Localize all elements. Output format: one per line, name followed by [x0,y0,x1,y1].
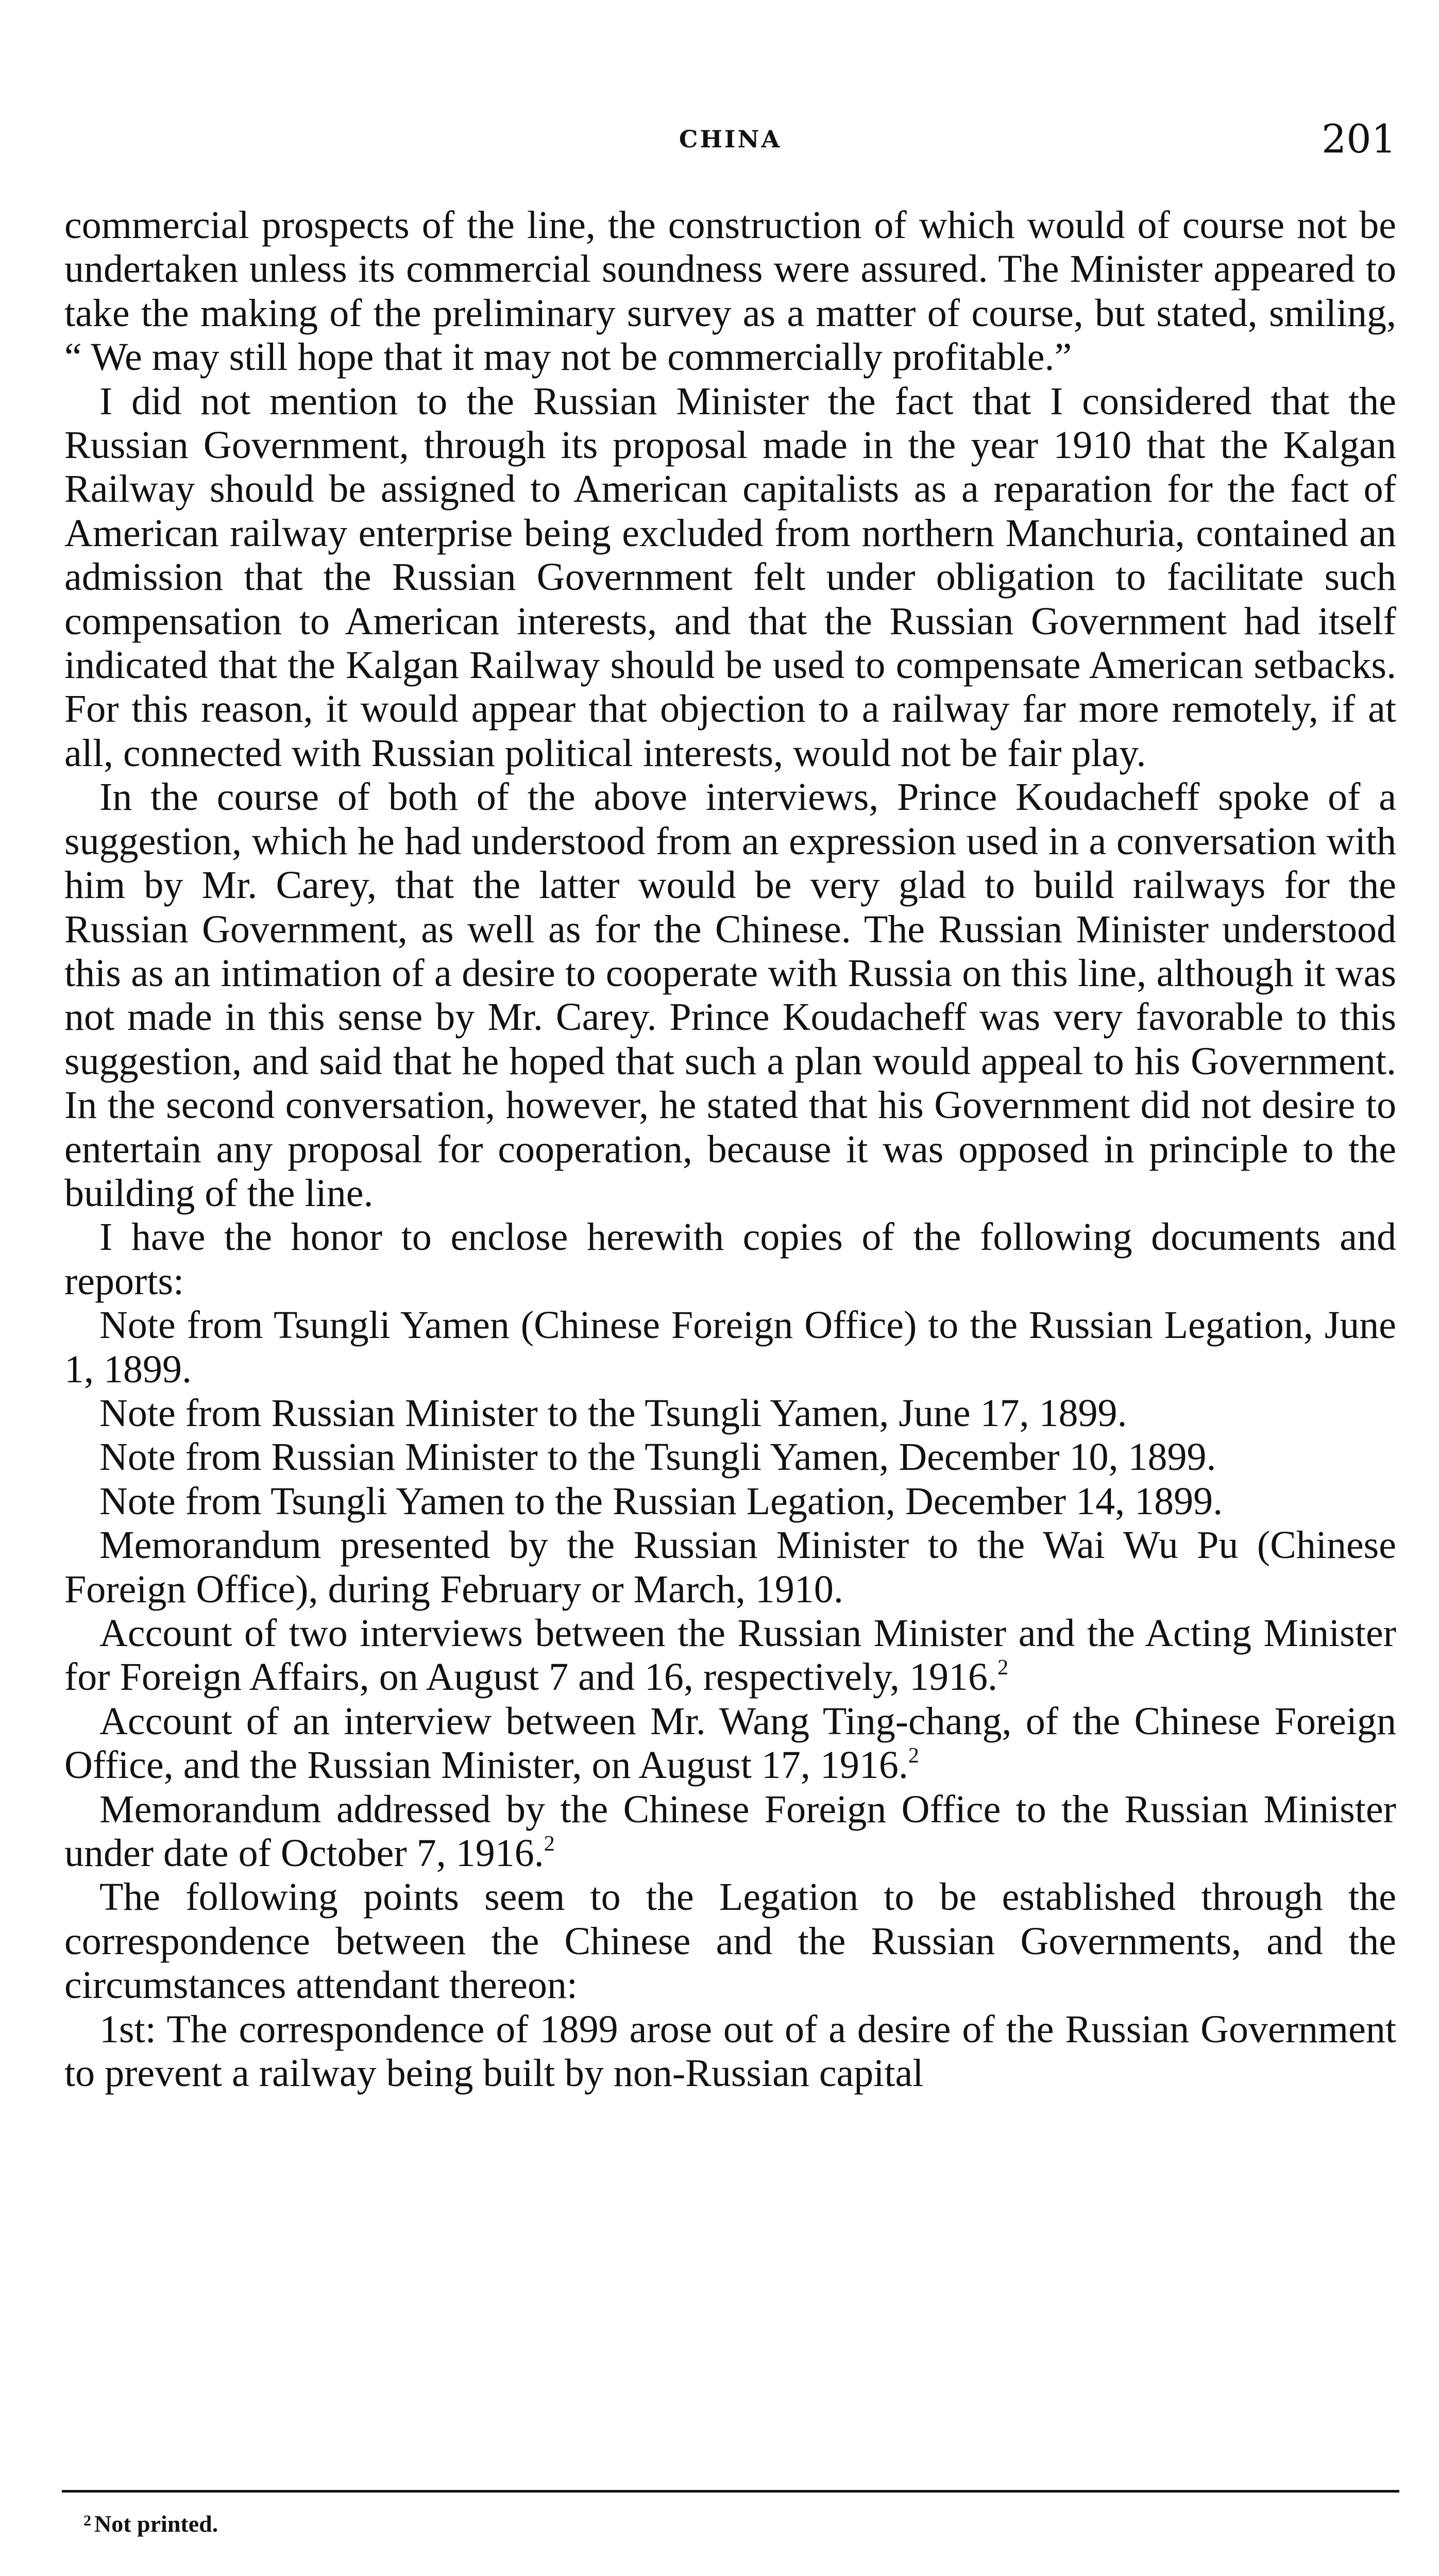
body-text [64,204,1396,2095]
footnote-reference: 2 [997,1656,1009,1680]
enclosure-item [64,1480,1396,1523]
enclosure-text: Memorandum presented by the Russian Minister to the Wai Wu Pu (Chinese Foreign Office), during February or March, 1910. [64,1523,1396,1611]
enclosure-text: Note from Tsungli Yamen to the Russian Legation, December 14, 1899. [99,1479,1223,1523]
footnote-marker: 2 [83,2512,91,2529]
footnote-reference: 2 [544,1832,555,1856]
footnote [83,2510,218,2537]
paragraph-continued: commercial prospects of the line, the construction of which would of course not be undertaken unless its commercial soundness were assured. The Minister appeared to take the making of the preliminary survey as a matter of course, but stated, smiling, “ We may still hope that it may not be commercially profitable.” [64,204,1396,379]
enclosure-text: Account of an interview between Mr. Wang Ting-chang, of the Chinese Foreign Office, and the Russian Minister, on August 17, 1916. [64,1699,1396,1787]
enclosure-item [64,1612,1396,1700]
enclosure-item [64,1435,1396,1479]
enclosure-text: Note from Tsungli Yamen (Chinese Foreign Office) to the Russian Legation, June 1, 1899. [64,1303,1396,1391]
paragraph: The following points seem to the Legation to be established through the correspondence between the Chinese and the Russian Governments, and the circumstances attendant thereon: [64,1875,1396,2007]
paragraph-enclosure-intro: I have the honor to enclose herewith copies of the following documents and reports: [64,1215,1396,1303]
enclosure-text: Note from Russian Minister to the Tsungli Yamen, December 10, 1899. [99,1435,1216,1479]
running-header [64,116,1396,162]
enclosure-item [64,1788,1396,1876]
page-number: 201 [1321,116,1396,162]
footnote-text: Not printed. [94,2511,218,2537]
footnote-divider [62,2490,1399,2493]
running-title: CHINA [679,125,782,153]
footnote-reference: 2 [908,1744,919,1768]
enclosure-text: Memorandum addressed by the Chinese Foreign Office to the Russian Minister under date of October 7, 1916. [64,1787,1396,1875]
paragraph: 1st: The correspondence of 1899 arose out of a desire of the Russian Government to prevent a railway being built by non-Russian capital [64,2007,1396,2095]
enclosure-text: Note from Russian Minister to the Tsungli Yamen, June 17, 1899. [99,1391,1127,1435]
enclosure-item [64,1303,1396,1392]
paragraph: I did not mention to the Russian Minister the fact that I considered that the Russian Government, through its proposal made in the year 1910 that the Kalgan Railway should be assigned to American capitalists as a reparation for the fact of American railway enterprise being excluded from northern Manchuria, contained an admission that the Russian Government felt under obligation to facilitate such compensation to American interests, and that the Russian Government had itself indicated that the Kalgan Railway should be used to compensate American setbacks. For this reason, it would appear that objection to a railway far more remotely, if at all, connected with Russian political interests, would not be fair play. [64,379,1396,775]
enclosure-item [64,1700,1396,1788]
paragraph: In the course of both of the above interviews, Prince Koudacheff spoke of a suggestion, which he had understood from an expression used in a conversation with him by Mr. Carey, that the latter would be very glad to build railways for the Russian Government, as well as for the Chinese. The Russian Minister understood this as an intimation of a desire to cooperate with Russia on this line, although it was not made in this sense by Mr. Carey. Prince Koudacheff was very favorable to this suggestion, and said that he hoped that such a plan would appeal to his Government. In the second conversation, however, he stated that his Government did not desire to entertain any proposal for cooperation, because it was opposed in principle to the building of the line. [64,775,1396,1215]
enclosure-item [64,1392,1396,1435]
enclosure-item [64,1523,1396,1612]
enclosure-text: Account of two interviews between the Russian Minister and the Acting Minister for Foreign Affairs, on August 7 and 16, respectively, 1916. [64,1612,1396,1699]
